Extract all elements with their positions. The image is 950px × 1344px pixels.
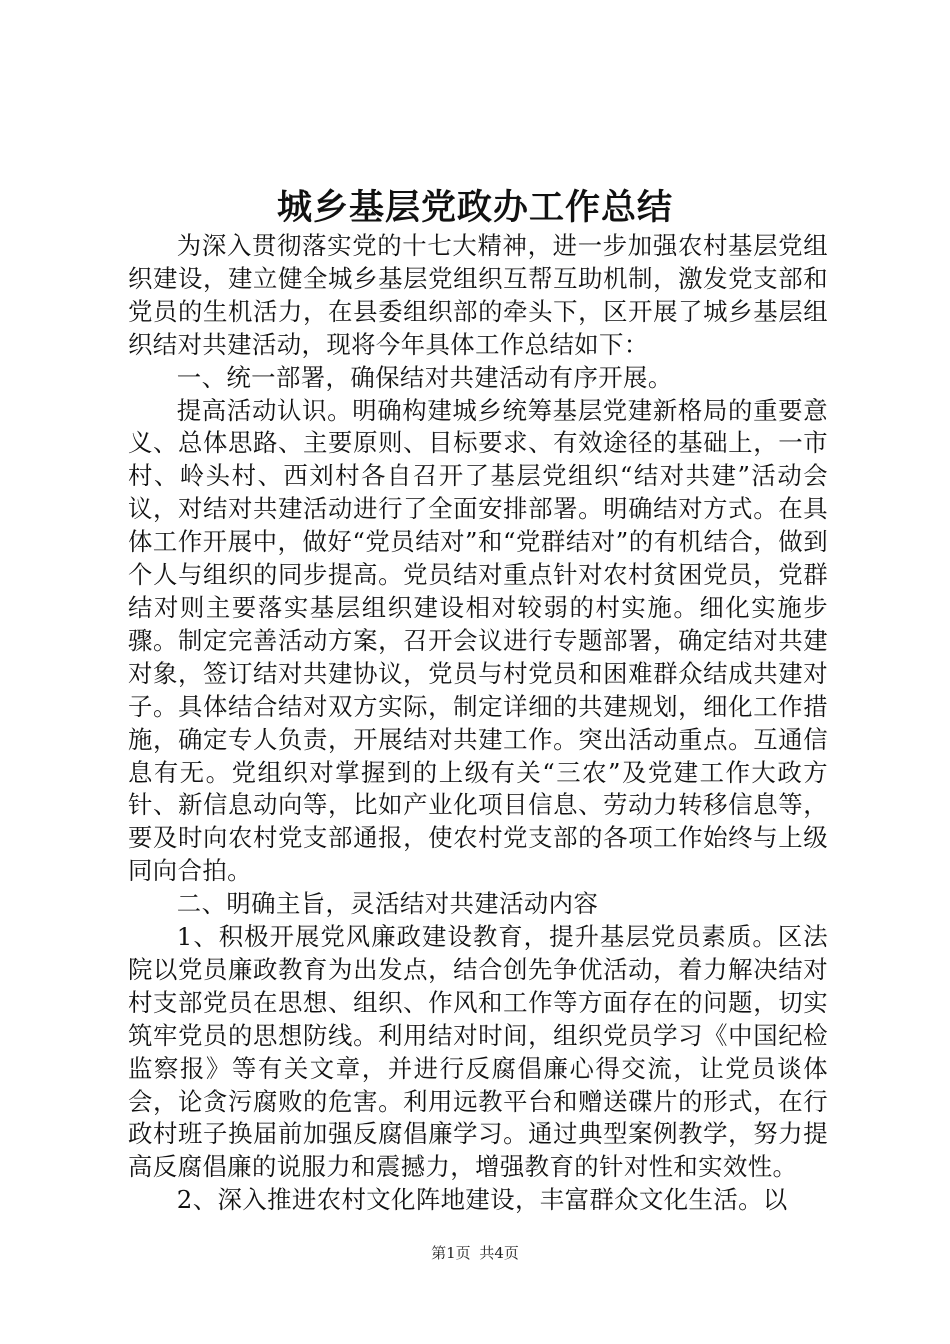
document-title: 城乡基层党政办工作总结 [276, 187, 673, 228]
section-2-item-2: 2、深入推进农村文化阵地建设，丰富群众文化生活。以 [176, 1185, 788, 1215]
document-body [128, 230, 828, 1217]
section-heading-2: 二、明确主旨，灵活结对共建活动内容 [176, 889, 599, 919]
section-2-item-1: 1、积极开展党风廉政建设教育，提升基层党员素质。区法院以党员廉政教育为出发点，结合创先争优活动，着力解决结对村支部党员在思想、组织、作风和工作等方面存在的问题，切实筑牢党员的思想防线。利用结对时间，组织党员学习《中国纪检监察报》等有关文章，并进行反腐倡廉心得交流，让党员谈体会，论贪污腐败的危害。利用远教平台和赠送碟片的形式，在行政村班子换届前加强反腐倡廉学习。通过典型案例教学，努力提高反腐倡廉的说服力和震撼力，增强教育的针对性和实效性。 [128, 922, 828, 1182]
page-footer [0, 1243, 950, 1263]
section-1-paragraph: 提高活动认识。明确构建城乡统筹基层党建新格局的重要意义、总体思路、主要原则、目标要求、有效途径的基础上，一市村、岭头村、西刘村各自召开了基层党组织“结对共建”活动会议，对结对共建活动进行了全面安排部署。明确结对方式。在具体工作开展中，做好“党员结对”和“党群结对”的有机结合，做到个人与组织的同步提高。党员结对重点针对农村贫困党员，党群结对则主要落实基层组织建设相对较弱的村实施。细化实施步骤。制定完善活动方案，召开会议进行专题部署，确定结对共建对象，签订结对共建协议，党员与村党员和困难群众结成共建对子。具体结合结对双方实际，制定详细的共建规划，细化工作措施，确定专人负责，开展结对共建工作。突出活动重点。互通信息有无。党组织对掌握到的上级有关“三农”及党建工作大政方针、新信息动向等，比如产业化项目信息、劳动力转移信息等，要及时向农村党支部通报，使农村党支部的各项工作始终与上级同向合拍。 [128, 395, 828, 886]
total-pages: 共4页 [479, 1244, 519, 1262]
page-number: 第1页 [431, 1244, 471, 1262]
intro-paragraph: 为深入贯彻落实党的十七大精神，进一步加强农村基层党组织建设，建立健全城乡基层党组织互帮互助机制，激发党支部和党员的生机活力，在县委组织部的牵头下，区开展了城乡基层组织结对共建活动，现将今年具体工作总结如下： [128, 231, 828, 359]
section-heading-1: 一、统一部署，确保结对共建活动有序开展。 [176, 362, 673, 392]
